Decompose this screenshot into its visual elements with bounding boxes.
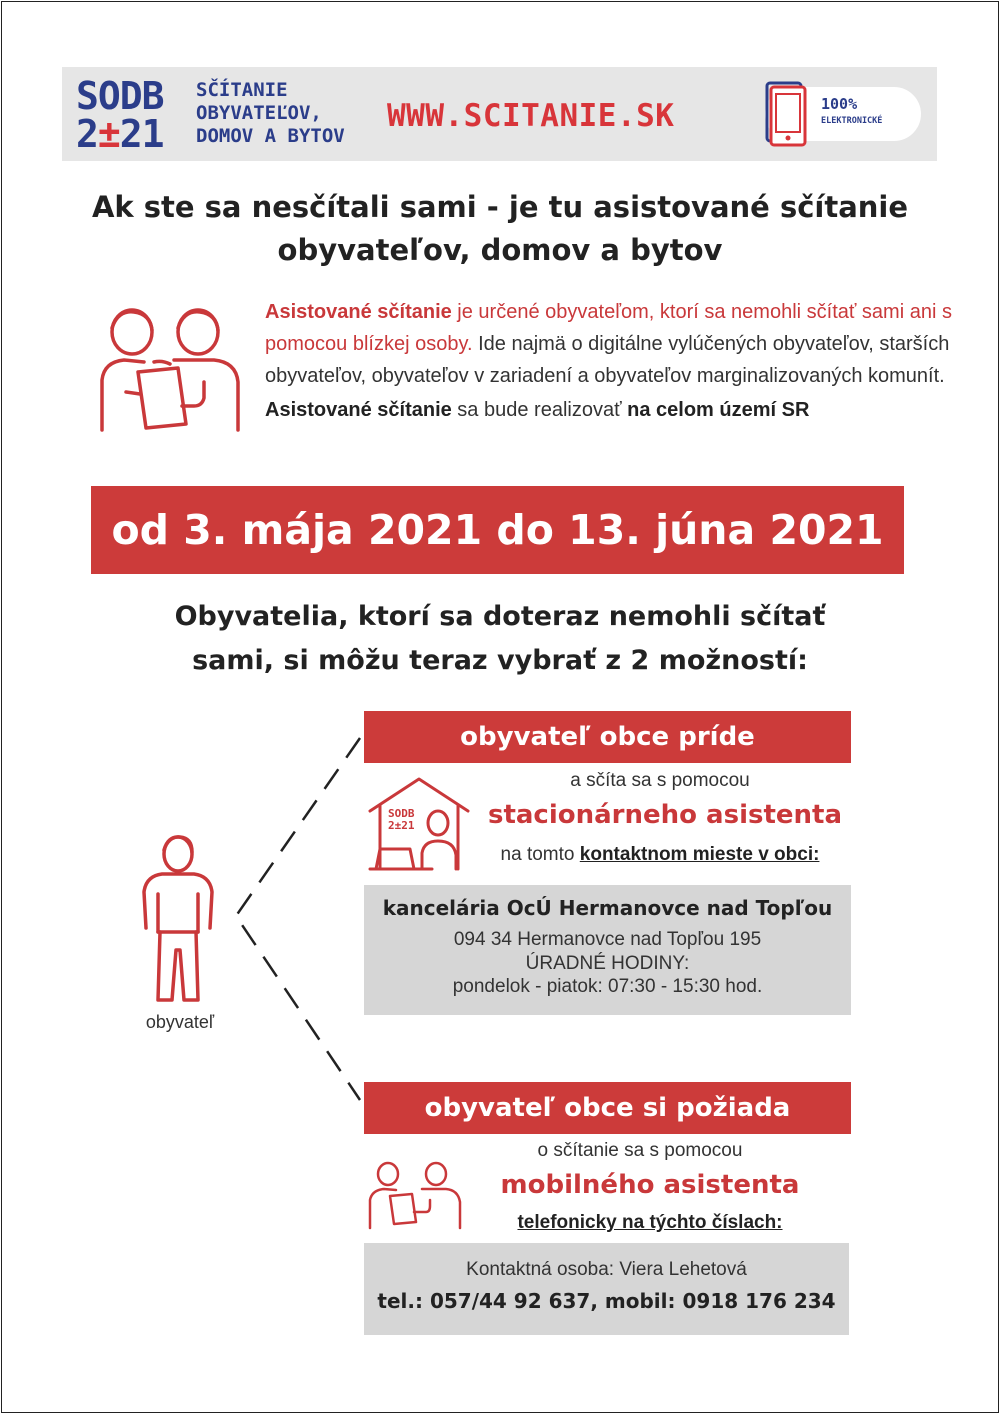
house-office-icon	[366, 773, 472, 873]
option-1-where	[470, 844, 850, 866]
logo-digit: 2	[76, 112, 98, 156]
option-2-title: obyvateľ obce si požiada	[364, 1082, 851, 1134]
intro-target-groups: Ide najmä o digitálne vylúčených obyvateľov, starších obyvateľov, obyvateľov v zariadení a obyvateľov marginalizovaných komunít.	[265, 333, 950, 387]
option-2-assistant-type: mobilného asistenta	[500, 1170, 800, 1200]
where-emphasis: kontaktnom mieste v obci:	[579, 844, 820, 865]
resident-label: obyvateľ	[145, 1012, 215, 1032]
options-heading-line-1: Obyvatelia, ktorí sa doteraz nemohli sčítať	[174, 601, 826, 632]
where-prefix: na tomto	[500, 844, 580, 865]
logo-digits: 21	[119, 112, 164, 156]
option-2-how	[470, 1212, 830, 1234]
house-logo-line-2: 2±21	[388, 819, 415, 832]
scope-term: Asistované sčítanie	[265, 399, 452, 421]
house-logo-line-1: SODB	[388, 807, 415, 820]
logo-plusminus: ±	[97, 112, 120, 156]
intro-term: Asistované sčítanie	[265, 301, 452, 323]
website-link[interactable]: WWW.SCITANIE.SK	[387, 98, 675, 134]
logo-text-line-1: SČÍTANIE	[196, 79, 288, 101]
office-name: kancelária OcÚ Hermanovce nad Topľou	[382, 896, 833, 920]
badge-percent: 100%	[821, 95, 858, 113]
scope-mid: sa bude realizovať	[451, 399, 628, 421]
logo-line-1: SODB	[76, 74, 164, 118]
option-1-assistant-type: stacionárneho asistenta	[487, 800, 843, 830]
contact-person-box	[364, 1243, 849, 1335]
office-hours: pondelok - piatok: 07:30 - 15:30 hod.	[452, 976, 763, 997]
intro-definition: je určené obyvateľom, ktorí sa nemohli sčítať sami ani s pomocou blízkej osoby.	[265, 301, 952, 355]
option-2-intro: o sčítanie sa s pomocou	[537, 1140, 743, 1161]
scope-area: na celom území SR	[627, 399, 810, 421]
option-1-intro: a sčíta sa s pomocou	[570, 770, 750, 791]
title-line-1: Ak ste sa nesčítali sami - je tu asistované sčítanie	[91, 190, 909, 224]
date-range-banner: od 3. mája 2021 do 13. júna 2021	[91, 486, 904, 574]
option-1-title: obyvateľ obce príde	[364, 711, 851, 763]
logo-text-line-3: DOMOV A BYTOV	[196, 125, 345, 147]
logo-text-line-2: OBYVATEĽOV,	[196, 102, 322, 124]
office-hours-label: ÚRADNÉ HODINY:	[525, 953, 690, 974]
options-heading-line-2: sami, si môžu teraz vybrať z 2 možností:	[192, 645, 808, 676]
title-line-2: obyvateľov, domov a bytov	[277, 233, 723, 267]
badge-label: ELEKTRONICKÉ	[821, 116, 883, 126]
how-emphasis: telefonicky na týchto číslach:	[517, 1212, 783, 1233]
resident-person-icon	[132, 832, 228, 1012]
two-people-small-icon	[366, 1160, 466, 1230]
contact-person: Kontaktná osoba: Viera Lehetová	[466, 1259, 747, 1280]
contact-place-box	[364, 885, 851, 1015]
phone-numbers[interactable]: tel.: 057/44 92 637, mobil: 0918 176 234	[377, 1289, 836, 1313]
office-address: 094 34 Hermanovce nad Topľou 195	[453, 929, 762, 950]
